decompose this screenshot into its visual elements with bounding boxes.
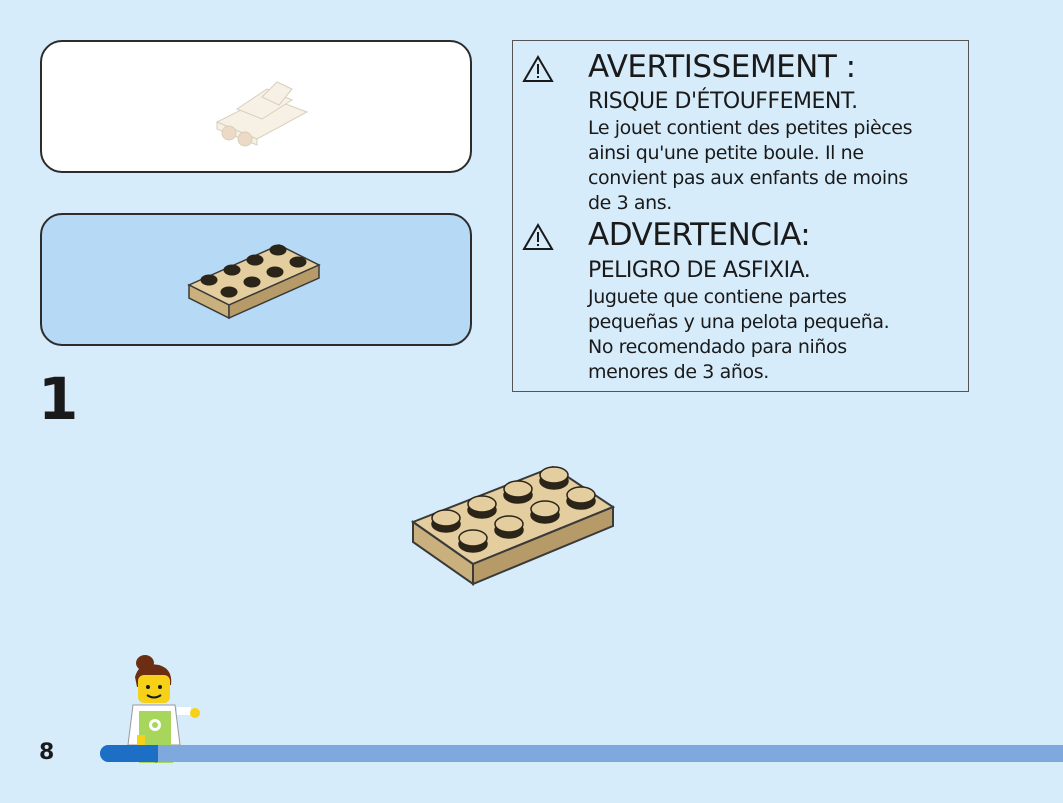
warning-body: Juguete que contiene partes pequeñas y una pelota pequeña. No recomendado para niños menores de 3 años. — [588, 286, 890, 383]
step-number: 1 — [38, 365, 79, 433]
warning-title: AVERTISSEMENT : — [588, 49, 856, 85]
warning-title: ADVERTENCIA: — [588, 217, 811, 253]
choking-warning-box — [512, 40, 969, 392]
parts-list-panel — [40, 213, 472, 346]
progress-bar-track — [100, 745, 1063, 762]
vehicle-preview-icon — [207, 67, 317, 147]
warning-triangle-icon — [522, 223, 554, 251]
warning-triangle-icon — [522, 55, 554, 83]
warning-subtitle: PELIGRO DE ASFIXIA. — [588, 258, 811, 283]
progress-bar-fill — [100, 745, 158, 762]
model-preview-panel — [40, 40, 472, 173]
warning-subtitle: RISQUE D'ÉTOUFFEMENT. — [588, 89, 858, 114]
warning-body: Le jouet contient des petites pièces ainsi qu'une petite boule. Il ne convient pas aux enfants de moins de 3 ans. — [588, 117, 913, 214]
page-number: 8 — [39, 740, 55, 765]
tan-plate-2x4-icon — [187, 240, 327, 320]
tan-plate-2x4-illustration — [408, 462, 618, 592]
